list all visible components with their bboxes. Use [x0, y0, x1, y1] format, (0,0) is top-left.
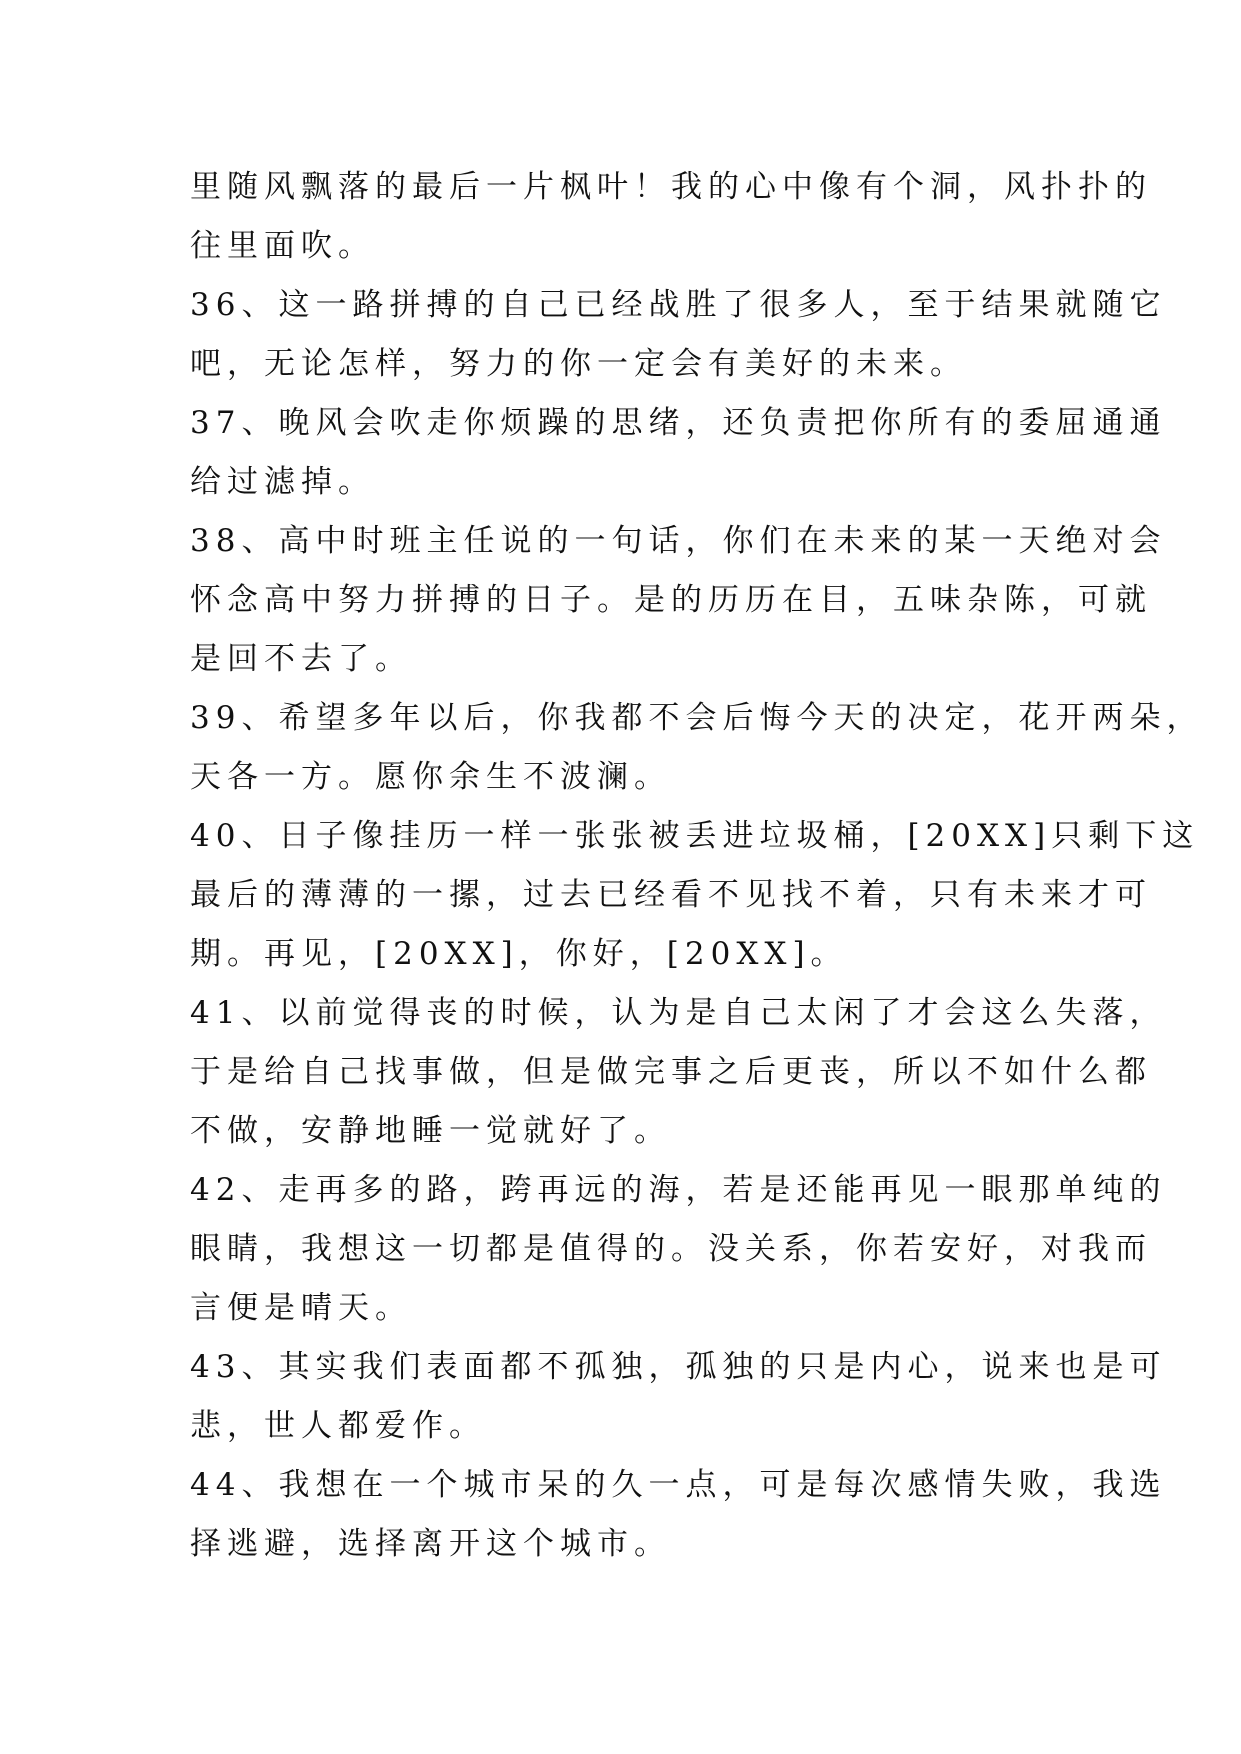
text-line: 38、高中时班主任说的一句话，你们在未来的某一天绝对会	[190, 523, 1167, 559]
text-line: 不做，安静地睡一觉就好了。	[190, 1113, 671, 1149]
text-line: 39、希望多年以后，你我都不会后悔今天的决定，花开两朵，	[190, 700, 1204, 736]
text-line: 最后的薄薄的一摞，过去已经看不见找不着，只有未来才可	[190, 877, 1152, 913]
text-line: 36、这一路拼搏的自己已经战胜了很多人，至于结果就随它	[190, 287, 1167, 323]
text-line: 是回不去了。	[190, 641, 412, 677]
text-line: 择逃避，选择离开这个城市。	[190, 1526, 671, 1562]
text-line: 41、以前觉得丧的时候，认为是自己太闲了才会这么失落，	[190, 995, 1167, 1031]
text-line: 悲，世人都爱作。	[190, 1408, 486, 1444]
text-line: 给过滤掉。	[190, 464, 375, 500]
text-line: 往里面吹。	[190, 228, 375, 264]
text-line: 37、晚风会吹走你烦躁的思绪，还负责把你所有的委屈通通	[190, 405, 1167, 441]
text-line: 眼睛，我想这一切都是值得的。没关系，你若安好，对我而	[190, 1231, 1152, 1267]
text-line: 40、日子像挂历一样一张张被丢进垃圾桶，[20XX]只剩下这	[190, 818, 1200, 854]
document-body	[190, 158, 1204, 1574]
text-line: 于是给自己找事做，但是做完事之后更丧，所以不如什么都	[190, 1054, 1152, 1090]
text-line: 吧，无论怎样，努力的你一定会有美好的未来。	[190, 346, 967, 382]
text-line: 43、其实我们表面都不孤独，孤独的只是内心，说来也是可	[190, 1349, 1167, 1385]
text-line: 44、我想在一个城市呆的久一点，可是每次感情失败，我选	[190, 1467, 1167, 1503]
text-line: 42、走再多的路，跨再远的海，若是还能再见一眼那单纯的	[190, 1172, 1167, 1208]
text-line: 天各一方。愿你余生不波澜。	[190, 759, 671, 795]
text-line: 言便是晴天。	[190, 1290, 412, 1326]
text-line: 怀念高中努力拼搏的日子。是的历历在目，五味杂陈，可就	[190, 582, 1152, 618]
text-line: 期。再见，[20XX]，你好，[20XX]。	[190, 936, 848, 972]
text-line: 里随风飘落的最后一片枫叶！我的心中像有个洞，风扑扑的	[190, 169, 1152, 205]
